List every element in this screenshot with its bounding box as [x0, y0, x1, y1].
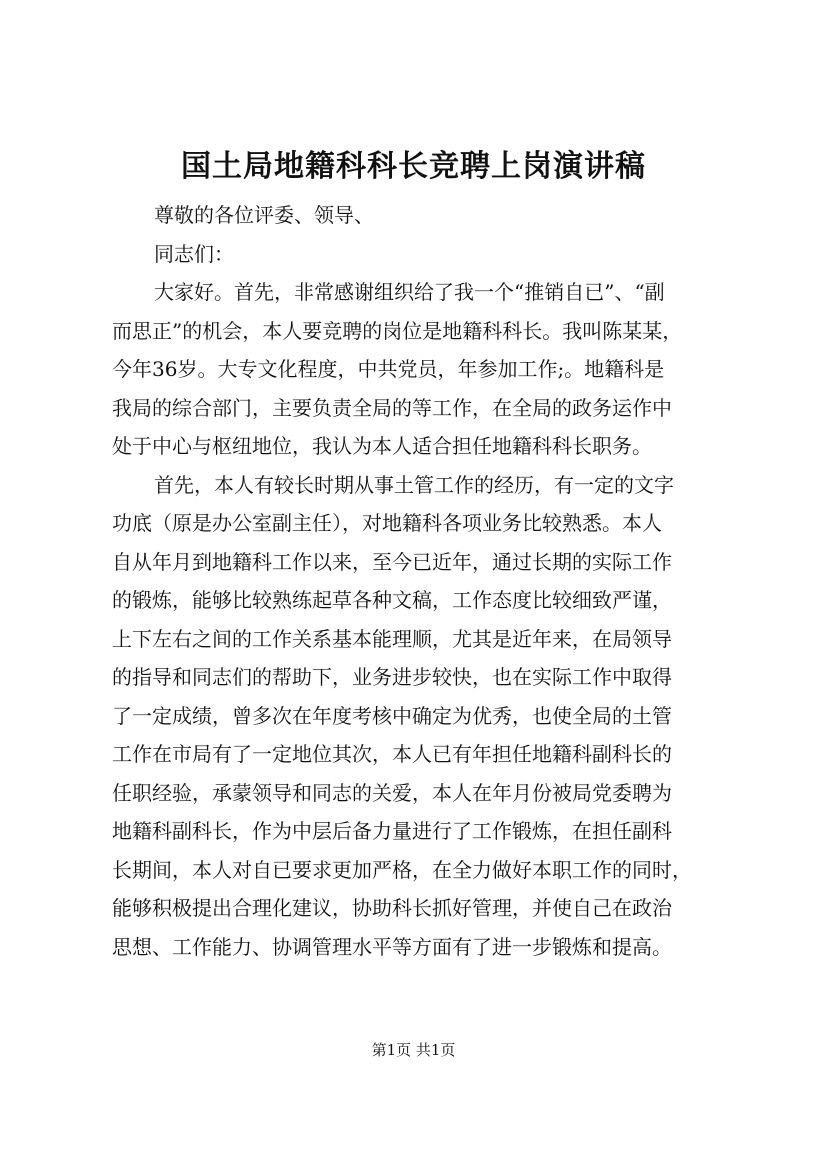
paragraph-2-line: 任职经验，承蒙领导和同志的关爱，本人在年月份被局党委聘为 — [112, 780, 672, 805]
paragraph-2-line: 的指导和同志们的帮助下，业务进步较快，也在实际工作中取得 — [112, 665, 672, 689]
paragraph-2-line: 功底（原是办公室副主任），对地籍科各项业务比较熟悉。本人 — [112, 511, 662, 535]
paragraph-2-line: 长期间，本人对自已要求更加严格，在全力做好本职工作的同时， — [112, 857, 692, 882]
paragraph-2-line: 自从年月到地籍科工作以来，至今已近年，通过长期的实际工作 — [112, 549, 672, 574]
paragraph-1-line: 而思正”的机会，本人要竞聘的岗位是地籍科科长。我叫陈某某， — [112, 318, 683, 343]
paragraph-2-line: 了一定成绩，曾多次在年度考核中确定为优秀，也使全局的土管 — [112, 703, 672, 728]
paragraph-2-line: 能够积极提出合理化建议，协助科长抓好管理，并使自己在政治 — [112, 896, 672, 920]
paragraph-1-line: 我局的综合部门，主要负责全局的等工作，在全局的政务运作中 — [112, 395, 672, 420]
paragraph-2-line: 思想、工作能力、协调管理水平等方面有了进一步锻炼和提高。 — [112, 934, 672, 959]
salutation-line-2: 同志们： — [154, 241, 234, 266]
paragraph-1-line: 处于中心与枢纽地位，我认为本人适合担任地籍科科长职务。 — [112, 434, 652, 458]
paragraph-2-line: 工作在市局有了一定地位其次，本人已有年担任地籍科副科长的 — [112, 742, 672, 766]
paragraph-1-line: 今年36岁。大专文化程度，中共党员，年参加工作;。地籍科是 — [112, 357, 665, 381]
paragraph-2-line: 上下左右之间的工作关系基本能理顺，尤其是近年来，在局领导 — [112, 626, 672, 651]
paragraph-2-line: 首先，本人有较长时期从事土管工作的经历，有一定的文字 — [154, 472, 674, 497]
document-title: 国土局地籍科科长竞聘上岗演讲稿 — [181, 149, 646, 184]
salutation-line-1: 尊敬的各位评委、领导、 — [154, 203, 374, 227]
paragraph-2-line: 地籍科副科长，作为中层后备力量进行了工作锻炼，在担任副科 — [112, 819, 672, 843]
paragraph-2-line: 的锻炼，能够比较熟练起草各种文稿，工作态度比较细致严谨， — [112, 588, 672, 612]
paragraph-1-line: 大家好。首先，非常感谢组织给了我一个“推销自已”、“副 — [154, 280, 665, 304]
document-body — [112, 196, 732, 966]
page-footer: 第1页 共1页 — [371, 1041, 456, 1059]
